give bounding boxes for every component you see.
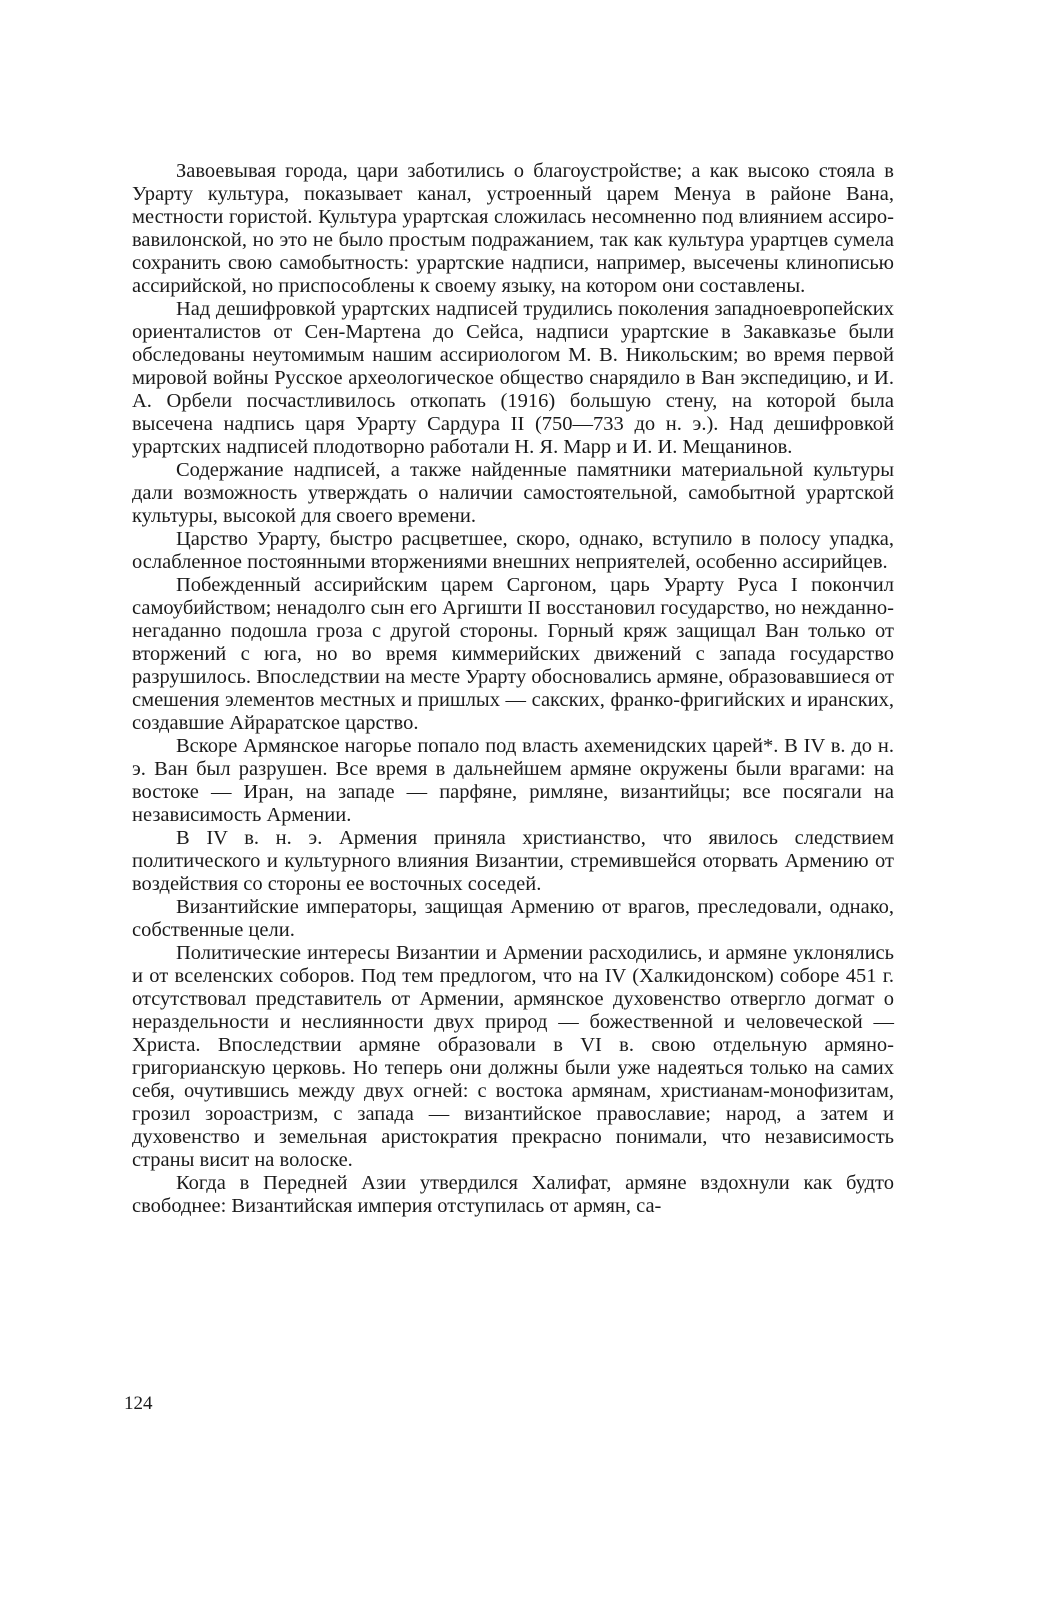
paragraph-urartu-decline: Царство Урарту, быстро расцветшее, скоро, однако, вступило в полосу упадка, ослабленное постоянными вторжениями внешних неприятелей, особенно ассирийцев.	[132, 528, 894, 573]
paragraph-achaemenid-rule: Вскоре Армянское нагорье попало под власть ахеменидских царей*. В IV в. до н. э. Ван был разрушен. Все время в дальнейшем армяне окружены были врагами: на востоке — Иран, на западе — парфяне, римляне, византийцы; все посягали на независимость Армении.	[132, 735, 894, 826]
page-body	[132, 160, 894, 1218]
paragraph-sargon-defeat: Побежденный ассирийским царем Саргоном, царь Урарту Руса I покончил самоубийством; ненадолго сын его Аргишти II восстановил государство, но нежданно-негаданно подошла гроза с другой стороны. Горный кряж защищал Ван только от вторжений с юга, но во время киммерийских движений с запада государство разрушилось. Впоследствии на месте Урарту обосновались армяне, образовавшиеся от смешения элементов местных и пришлых — сакских, франко-фригийских и иранских, создавшие Айраратское царство.	[132, 574, 894, 734]
page-number: 124	[124, 1393, 153, 1414]
paragraph-christianity: В IV в. н. э. Армения приняла христианство, что явилось следствием политического и культурного влияния Византии, стремившейся оторвать Армению от воздействия со стороны ее восточных соседей.	[132, 827, 894, 895]
paragraph-church-schism: Политические интересы Византии и Армении расходились, и армяне уклонялись и от вселенских соборов. Под тем предлогом, что на IV (Халкидонском) соборе 451 г. отсутствовал представитель от Армении, армянское духовенство отвергло догмат о нераздельности и неслиянности двух природ — божественной и человеческой — Христа. Впоследствии армяне образовали в VI в. свою отдельную армяно-григорианскую церковь. Но теперь они должны были уже надеяться только на самих себя, очутившись между двух огней: с востока армянам, христианам-монофизитам, грозил зороастризм, с запада — византийское православие; народ, а затем и духовенство и земельная аристократия прекрасно понимали, что независимость страны висит на волоске.	[132, 942, 894, 1171]
paragraph-caliphate: Когда в Передней Азии утвердился Халифат, армяне вздохнули как будто свободнее: Византийская империя отступилась от армян, са-	[132, 1172, 894, 1217]
paragraph-urartu-culture: Завоевывая города, цари заботились о благоустройстве; а как высоко стояла в Урарту культура, показывает канал, устроенный царем Менуа в районе Вана, местности гористой. Культура урартская сложилась несомненно под влиянием ассиро-вавилонской, но это не было простым подражанием, так как культура урартцев сумела сохранить свою самобытность: урартские надписи, например, высечены клинописью ассирийской, но приспособлены к своему языку, на котором они составлены.	[132, 160, 894, 297]
paragraph-byzantine-emperors: Византийские императоры, защищая Армению от врагов, преследовали, однако, собственные цели.	[132, 896, 894, 941]
paragraph-inscriptions-content: Содержание надписей, а также найденные памятники материальной культуры дали возможность утверждать о наличии самостоятельной, самобытной урартской культуры, высокой для своего времени.	[132, 459, 894, 527]
paragraph-decipherment: Над дешифровкой урартских надписей трудились поколения западноевропейских ориенталистов от Сен-Мартена до Сейса, надписи урартские в Закавказье были обследованы неутомимым нашим ассириологом М. В. Никольским; во время первой мировой войны Русское археологическое общество снарядило в Ван экспедицию, и И. А. Орбели посчастливилось откопать (1916) большую стену, на которой была высечена надпись царя Урарту Сардура II (750—733 до н. э.). Над дешифровкой урартских надписей плодотворно работали Н. Я. Марр и И. И. Мещанинов.	[132, 298, 894, 458]
